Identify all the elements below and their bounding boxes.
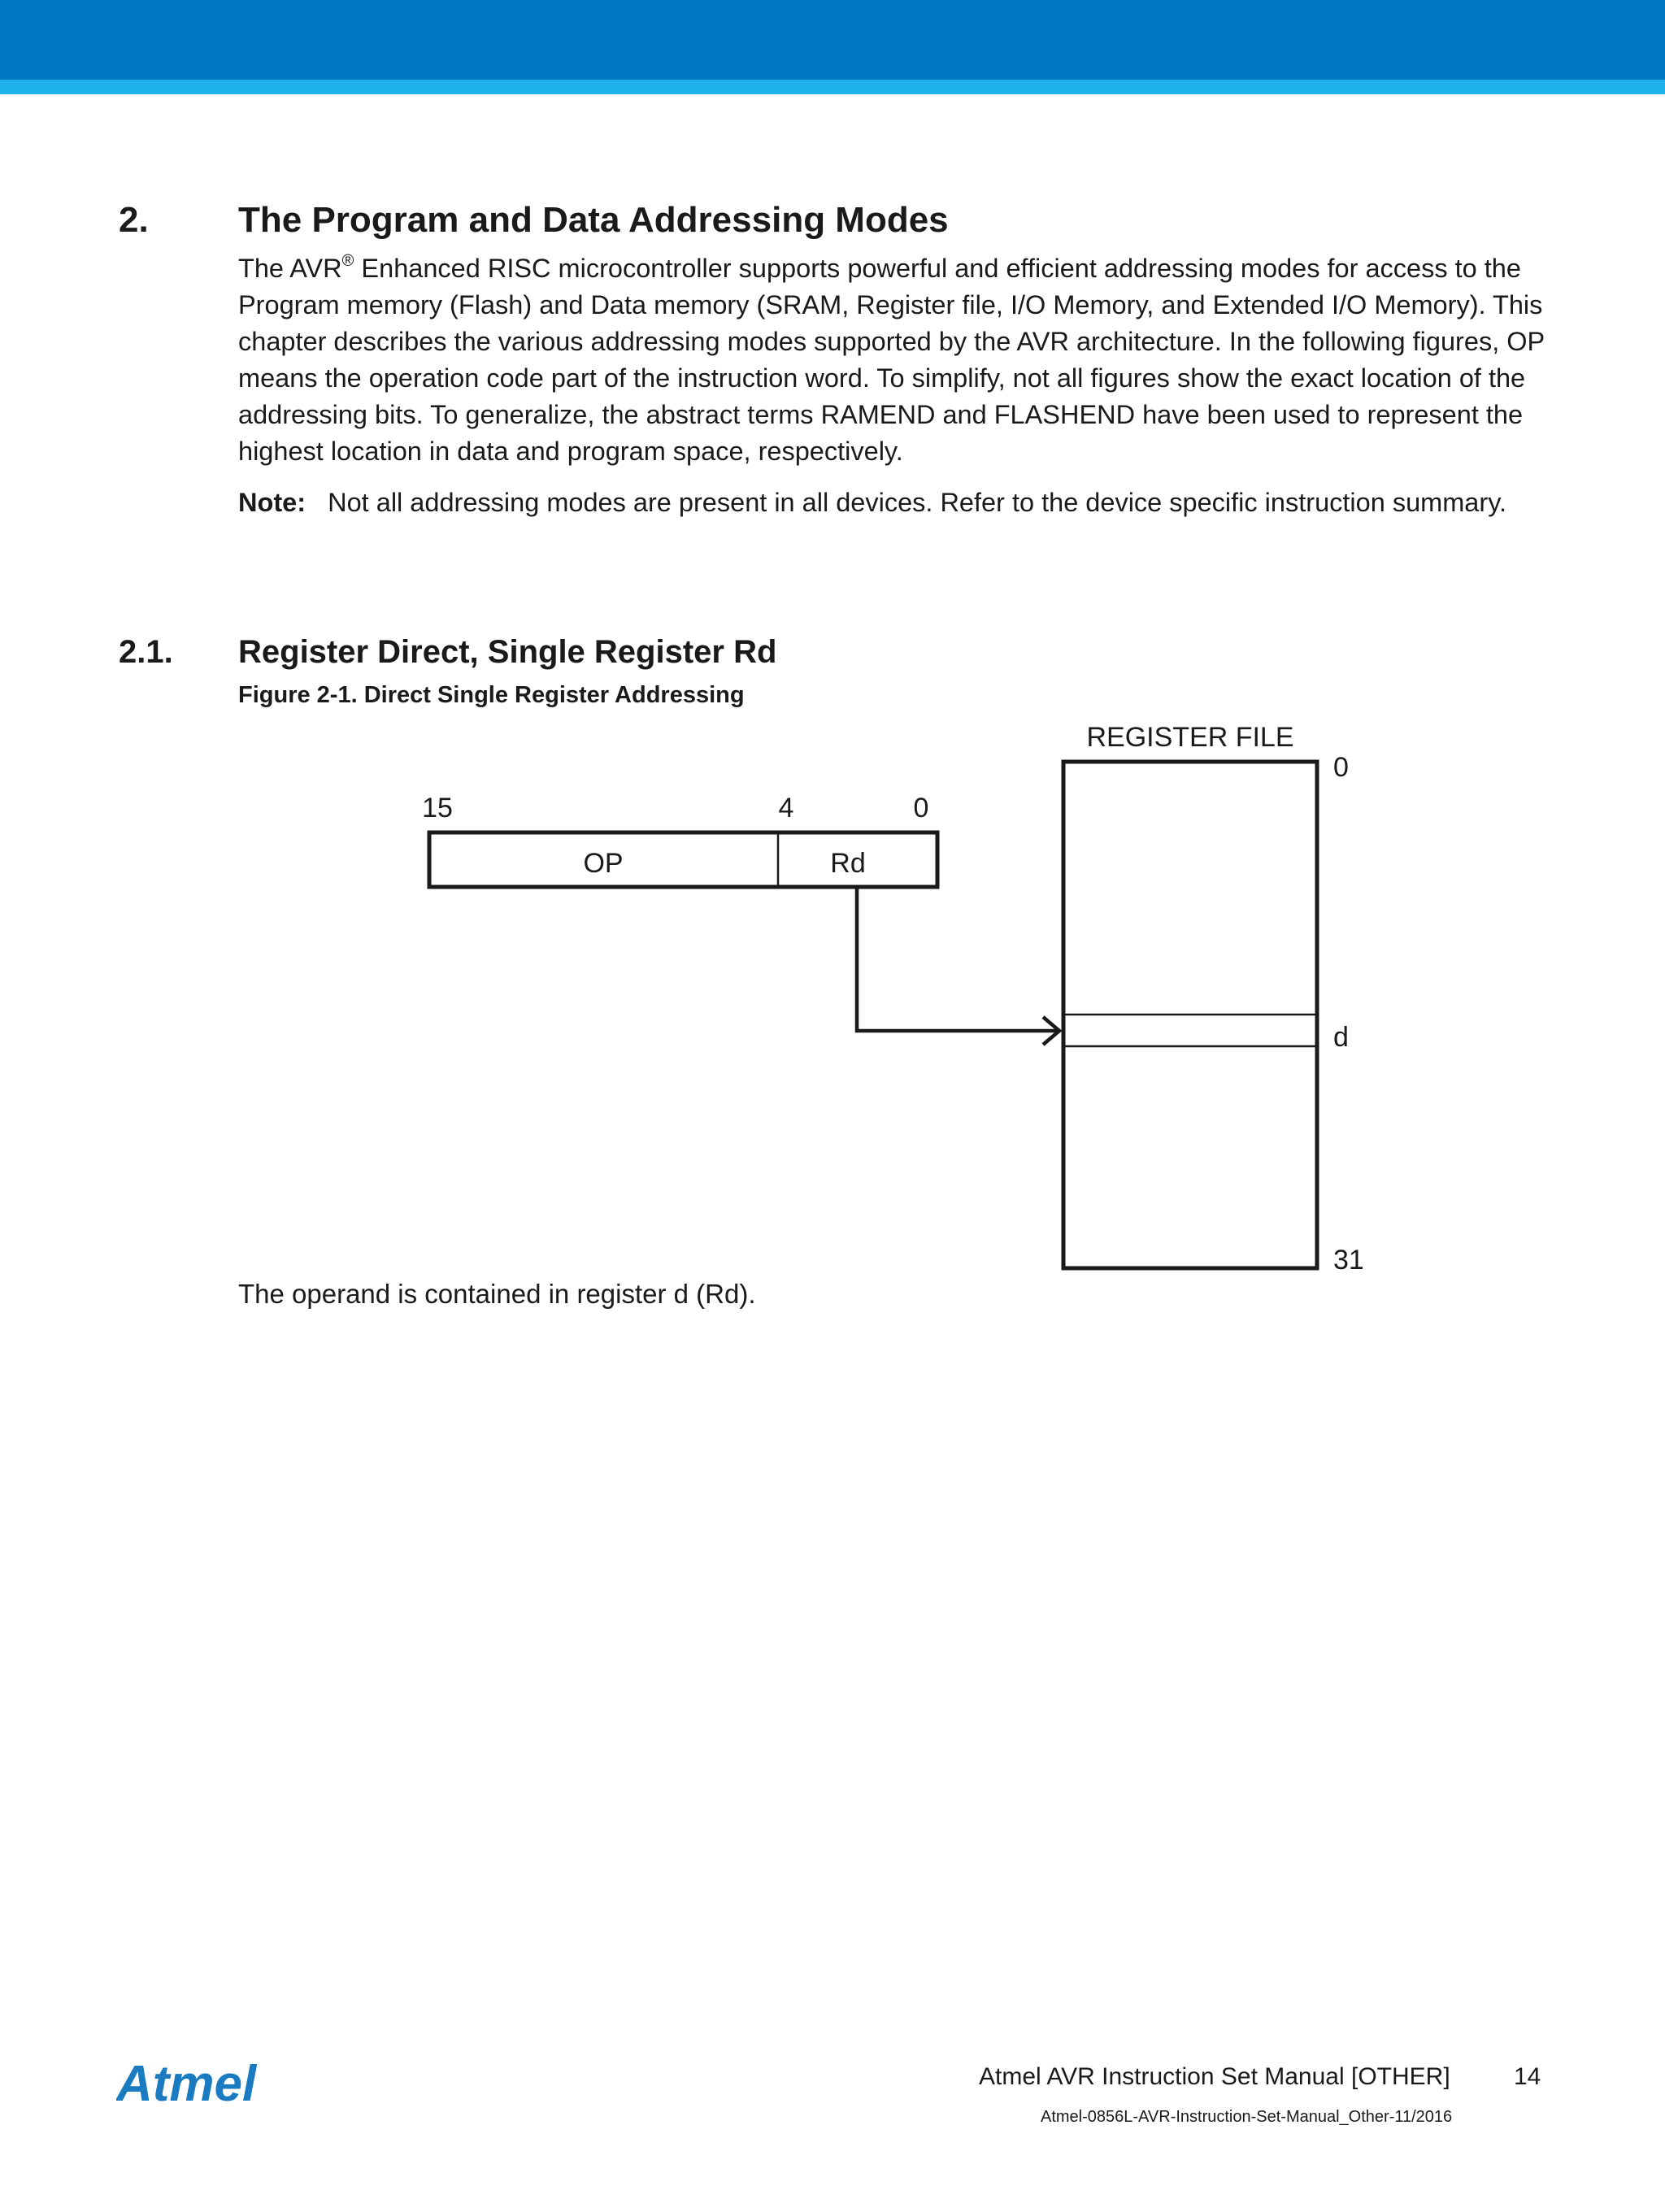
note-label: Note:: [238, 488, 306, 517]
footer-page-number: 14: [1514, 2063, 1541, 2090]
footer-manual-title: Atmel AVR Instruction Set Manual [OTHER]: [979, 2063, 1450, 2090]
register-index-0: 0: [1333, 752, 1349, 783]
figure-caption: Figure 2-1. Direct Single Register Addressing: [238, 682, 745, 708]
subsection-number: 2.1.: [119, 634, 173, 670]
subsection-title: Register Direct, Single Register Rd: [238, 634, 777, 670]
section-title: The Program and Data Addressing Modes: [238, 200, 949, 240]
intro-text-rest: Enhanced RISC microcontroller supports powerful and efficient addressing modes for access to the Program memory (Flash) and Data memory (SRAM, Register file, I/O Memory, and Extended I/O Memory). This chapter describes the various addressing modes supported by the AVR architecture. In the following figures, OP means the operation code part of the instruction word. To simplify, not all figures show the exact location of the addressing bits. To generalize, the abstract terms RAMEND and FLASHEND have been used to represent the highest location in data and program space, respectively.: [238, 254, 1545, 466]
bit-label-0: 0: [913, 793, 929, 824]
note-text: Not all addressing modes are present in all devices. Refer to the device specific instruction summary.: [328, 488, 1507, 517]
bit-label-15: 15: [422, 793, 453, 824]
op-field-label: OP: [583, 848, 624, 879]
register-index-d: d: [1333, 1022, 1349, 1053]
intro-text-start: The AVR: [238, 254, 342, 283]
operand-description: The operand is contained in register d (Rd).: [238, 1279, 756, 1309]
rd-to-register-arrow: [857, 889, 1057, 1031]
atmel-logo-text: Atmel: [116, 2057, 257, 2110]
register-file-title: REGISTER FILE: [1086, 722, 1294, 753]
atmel-logo: [116, 2057, 282, 2110]
registered-mark: ®: [341, 252, 354, 270]
rd-field-label: Rd: [830, 848, 866, 879]
footer-doc-id: Atmel-0856L-AVR-Instruction-Set-Manual_Other-11/2016: [1041, 2108, 1453, 2126]
register-index-31: 31: [1333, 1245, 1364, 1275]
section-number: 2.: [119, 200, 149, 240]
bit-label-4: 4: [778, 793, 794, 824]
